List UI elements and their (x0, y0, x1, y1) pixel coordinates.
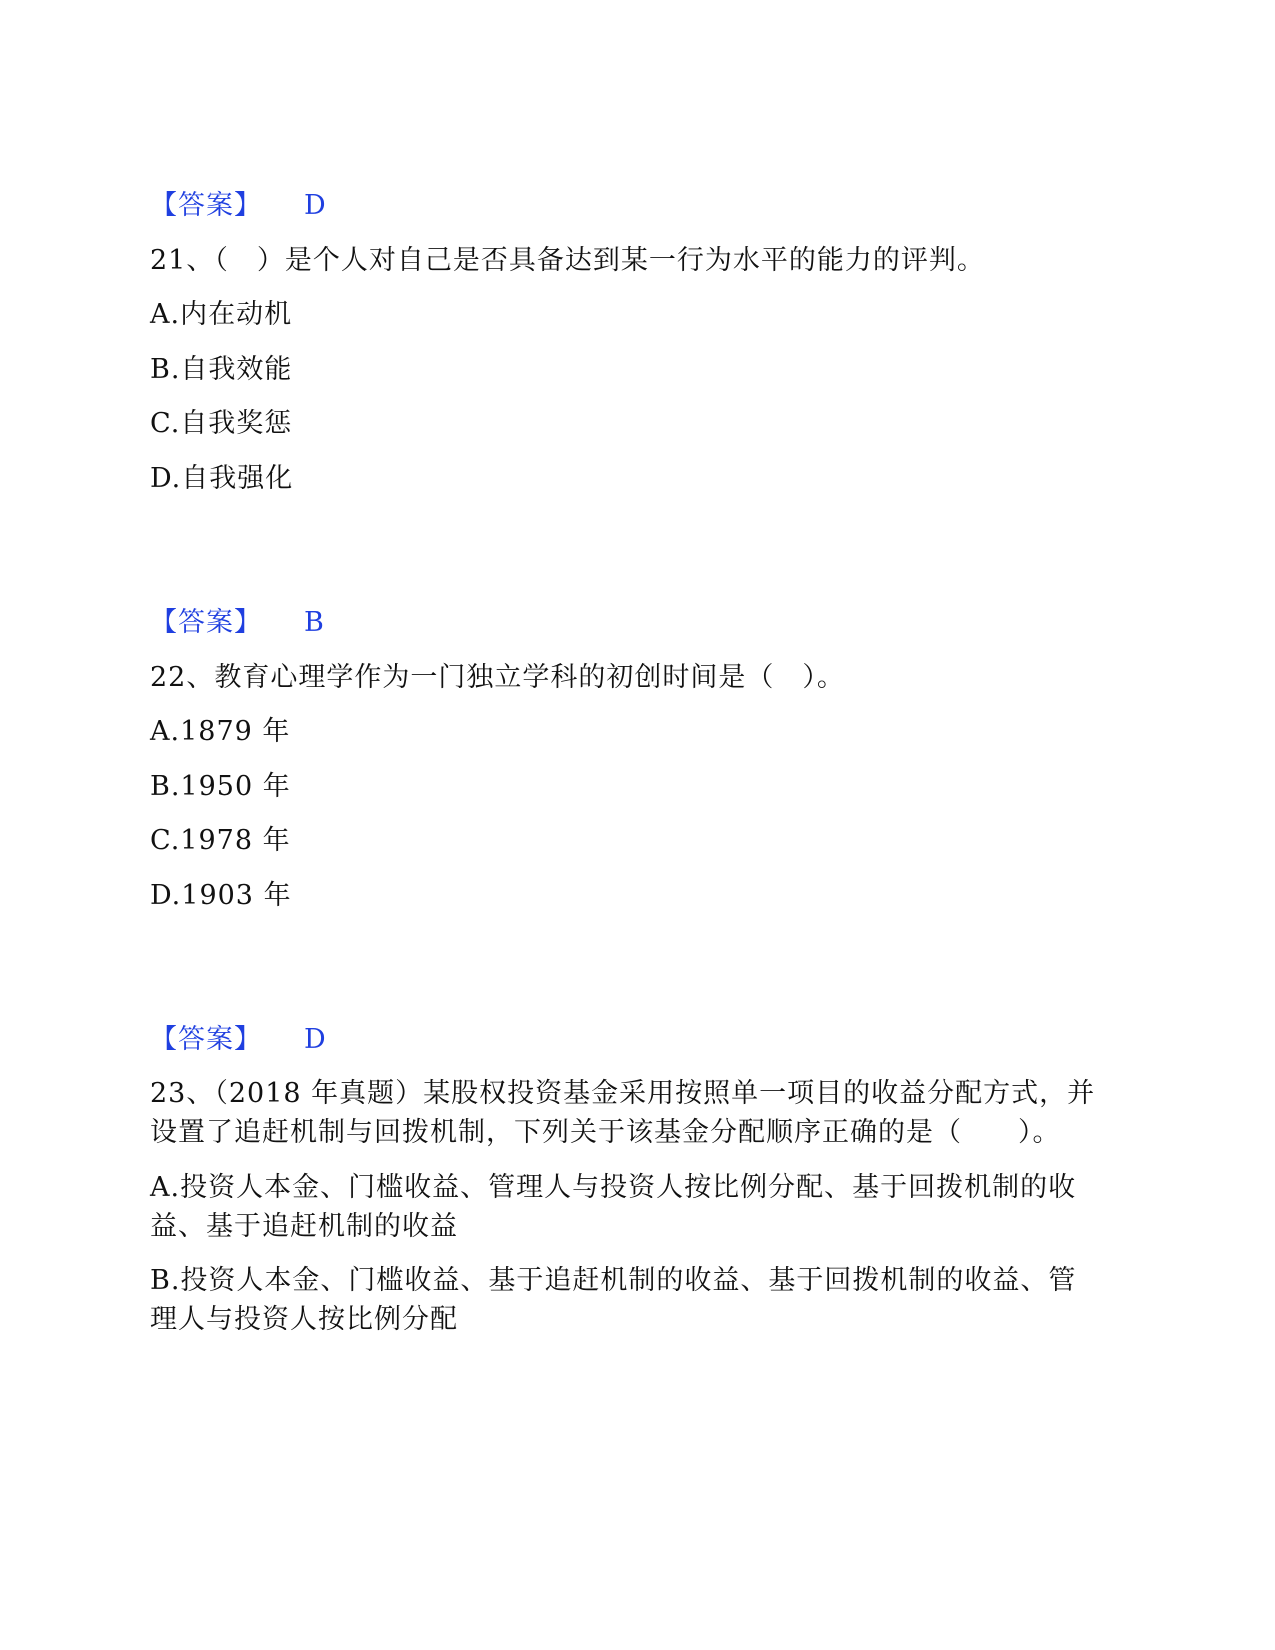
question-23-option-b-line-2: 理人与投资人按比例分配 (150, 1304, 458, 1335)
question-21-text: 21、（ ）是个人对自己是否具备达到某一行为水平的能力的评判。 (150, 245, 985, 276)
answer-line (150, 1022, 327, 1058)
question-23-text-line-1: 23、（2018 年真题）某股权投资基金采用按照单一项目的收益分配方式，并 (150, 1078, 1096, 1109)
question-21-option-d: D.自我强化 (150, 463, 294, 494)
question-23-option-a-line-1: A.投资人本金、门槛收益、管理人与投资人按比例分配、基于回拨机制的收 (150, 1172, 1077, 1203)
question-22-option-c: C.1978 年 (150, 825, 291, 856)
answer-label: 【答案】 (150, 1024, 262, 1055)
answer-line (150, 188, 327, 224)
question-22-option-d: D.1903 年 (150, 880, 292, 911)
answer-value: D (304, 1024, 327, 1055)
answer-value: D (304, 190, 327, 221)
question-22-text: 22、教育心理学作为一门独立学科的初创时间是（ ）。 (150, 662, 845, 693)
answer-label: 【答案】 (150, 190, 262, 221)
answer-value: B (304, 607, 325, 638)
question-21-option-c: C.自我奖惩 (150, 408, 293, 439)
question-22-option-b: B.1950 年 (150, 771, 291, 802)
question-21-option-a: A.内在动机 (150, 299, 293, 330)
question-23-option-a-line-2: 益、基于追赶机制的收益 (150, 1211, 458, 1242)
question-22-option-a: A.1879 年 (150, 716, 291, 747)
question-21-option-b: B.自我效能 (150, 354, 293, 385)
answer-label: 【答案】 (150, 607, 262, 638)
question-23-text-line-2: 设置了追赶机制与回拨机制，下列关于该基金分配顺序正确的是（ ）。 (150, 1117, 1061, 1148)
question-23-option-b-line-1: B.投资人本金、门槛收益、基于追赶机制的收益、基于回拨机制的收益、管 (150, 1265, 1077, 1296)
answer-line (150, 605, 325, 641)
